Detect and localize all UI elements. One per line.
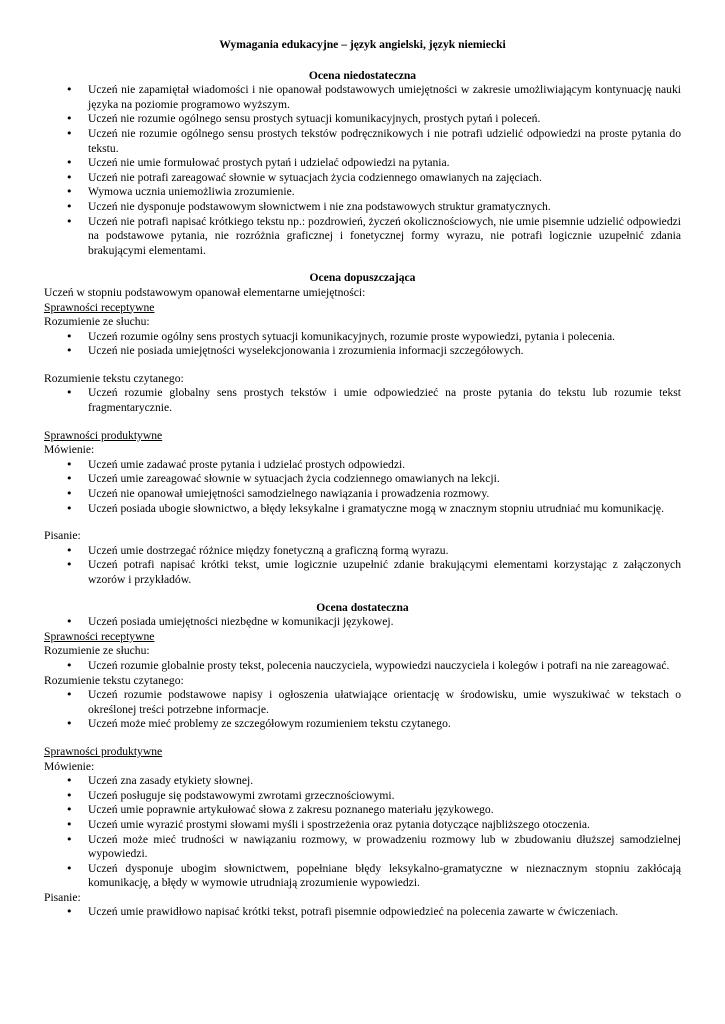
list-item: • Uczeń zna zasady etykiety słownej. — [44, 774, 681, 789]
list-item: • Uczeń rozumie globalny sens prostych tekstów i umie odpowiedzieć na proste pytania do tekstu lub rozumie tekst fragmentarycznie. — [44, 386, 681, 415]
list-niedostateczna — [44, 83, 681, 258]
label-productive: Sprawności produktywne — [44, 428, 163, 442]
label-writing: Pisanie: — [44, 890, 81, 904]
label-speaking: Mówienie: — [44, 759, 95, 773]
list-item: • Uczeń potrafi napisać krótki tekst, umie logicznie uzupełnić zdanie brakującymi elementami korzystając z załączonych wzorów i przykładów. — [44, 558, 681, 587]
list-item: • Uczeń rozumie podstawowe napisy i ogłoszenia ułatwiające orientację w środowisku, umie wyszukiwać w tekstach o określonej treści potrzebne informacje. — [44, 688, 681, 717]
label-receptive: Sprawności receptywne — [44, 629, 155, 643]
list-writing — [44, 905, 681, 920]
list-item: • Uczeń umie prawidłowo napisać krótki tekst, potrafi pisemnie odpowiedzieć na polecenia zawarte w ćwiczeniach. — [44, 905, 681, 920]
intro-dopuszczajaca: Uczeń w stopniu podstawowym opanował elementarne umiejętności: — [44, 285, 366, 299]
list-item: • Uczeń rozumie globalnie prosty tekst, polecenia nauczyciela, wypowiedzi nauczyciela i kolegów i potrafi na nie zareagować. — [44, 659, 681, 674]
list-item: • Uczeń nie potrafi napisać krótkiego tekstu np.: pozdrowień, życzeń okolicznościowych, nie umie pisemnie udzielić odpowiedzi na podstawowe pytania, nie rozróżnia graficznej i fonetycznej formy wyrazu, nie potrafi logicznie uzupełnić zdania brakującymi elementami. — [44, 215, 681, 259]
list-item: • Uczeń umie zareagować słownie w sytuacjach życia codziennego omawianych na lekcji. — [44, 472, 681, 487]
section-niedostateczna — [44, 69, 681, 259]
list-item: • Uczeń nie rozumie ogólnego sensu prostych sytuacji komunikacyjnych, prostych pytań i poleceń. — [44, 112, 681, 127]
label-reading: Rozumienie tekstu czytanego: — [44, 371, 184, 385]
list-item: • Uczeń posiada ubogie słownictwo, a błędy leksykalne i gramatyczne mogą w znacznym stopniu utrudniać mu komunikację. — [44, 502, 681, 517]
label-speaking: Mówienie: — [44, 443, 95, 457]
list-item: • Uczeń umie dostrzegać różnice między fonetyczną a graficzną formą wyrazu. — [44, 544, 681, 559]
list-listening — [44, 659, 681, 674]
list-item: • Uczeń może mieć problemy ze szczegółowym rozumieniem tekstu czytanego. — [44, 717, 681, 732]
heading-dostateczna: Ocena dostateczna — [316, 600, 409, 614]
label-receptive: Sprawności receptywne — [44, 300, 155, 314]
list-item: • Uczeń posiada umiejętności niezbędne w komunikacji językowej. — [44, 615, 681, 630]
list-speaking — [44, 458, 681, 516]
list-item: • Uczeń nie zapamiętał wiadomości i nie opanował podstawowych umiejętności w zakresie umożliwiającym kontynuację nauki języka na poziomie programowo wyższym. — [44, 83, 681, 112]
list-reading — [44, 386, 681, 415]
list-item: • Uczeń nie potrafi zareagować słownie w sytuacjach życia codziennego omawianych na zajęciach. — [44, 171, 681, 186]
section-dopuszczajaca — [44, 271, 681, 587]
label-reading: Rozumienie tekstu czytanego: — [44, 673, 184, 687]
section-dostateczna — [44, 601, 681, 920]
heading-niedostateczna: Ocena niedostateczna — [308, 68, 417, 82]
heading-dopuszczajaca: Ocena dopuszczająca — [309, 271, 416, 285]
list-reading — [44, 688, 681, 732]
list-item: • Uczeń nie posiada umiejętności wyselekcjonowania i zrozumienia informacji szczegółowych. — [44, 344, 681, 359]
list-item: • Uczeń umie zadawać proste pytania i udzielać prostych odpowiedzi. — [44, 458, 681, 473]
label-listening: Rozumienie ze słuchu: — [44, 315, 150, 329]
label-listening: Rozumienie ze słuchu: — [44, 644, 150, 658]
list-intro-dostateczna — [44, 615, 681, 630]
label-productive: Sprawności produktywne — [44, 744, 163, 758]
list-item: • Uczeń dysponuje ubogim słownictwem, popełniane błędy leksykalno-gramatyczne w nieznacznym stopniu zakłócają komunikację, a błędy w wymowie utrudniają zrozumienie wypowiedzi. — [44, 862, 681, 891]
list-item: • Uczeń rozumie ogólny sens prostych sytuacji komunikacyjnych, rozumie proste wypowiedzi, pytania i polecenia. — [44, 330, 681, 345]
list-item: • Uczeń nie rozumie ogólnego sensu prostych tekstów podręcznikowych i nie potrafi udzielić odpowiedzi na proste pytania do tekstu. — [44, 127, 681, 156]
list-item: • Uczeń nie opanował umiejętności samodzielnego nawiązania i prowadzenia rozmowy. — [44, 487, 681, 502]
list-item: • Uczeń umie poprawnie artykułować słowa z zakresu poznanego materiału językowego. — [44, 803, 681, 818]
list-listening — [44, 330, 681, 359]
document-title: Wymagania edukacyjne – język angielski, język niemiecki — [219, 38, 506, 51]
list-item: • Wymowa ucznia uniemożliwia zrozumienie. — [44, 185, 681, 200]
list-item: • Uczeń nie umie formułować prostych pytań i udzielać odpowiedzi na pytania. — [44, 156, 681, 171]
list-item: • Uczeń nie dysponuje podstawowym słownictwem i nie zna podstawowych struktur gramatycznych. — [44, 200, 681, 215]
label-writing: Pisanie: — [44, 529, 81, 543]
list-item: • Uczeń może mieć trudności w nawiązaniu rozmowy, w prowadzeniu rozmowy lub w zbudowaniu dłuższej samodzielnej wypowiedzi. — [44, 833, 681, 862]
list-writing — [44, 544, 681, 588]
list-speaking — [44, 774, 681, 891]
list-item: • Uczeń umie wyrazić prostymi słowami myśli i spostrzeżenia oraz pytania dotyczące najbliższego otoczenia. — [44, 818, 681, 833]
list-item: • Uczeń posługuje się podstawowymi zwrotami grzecznościowymi. — [44, 789, 681, 804]
